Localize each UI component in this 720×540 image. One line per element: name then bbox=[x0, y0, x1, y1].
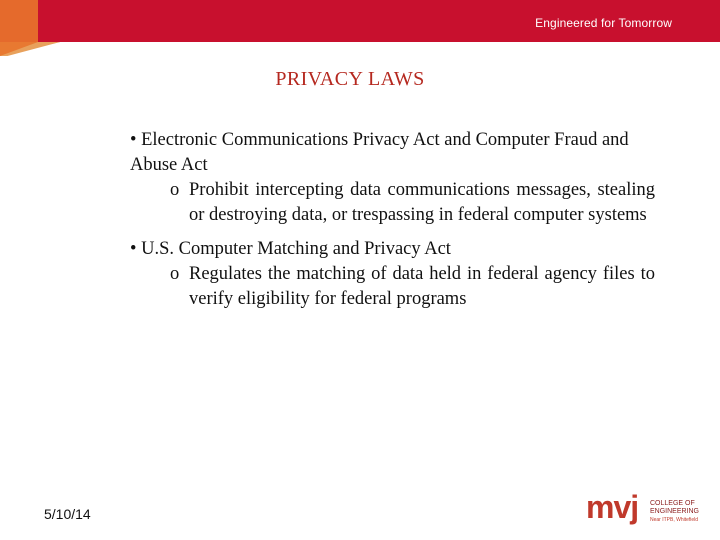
sub-bullet-text: Regulates the matching of data held in federal agency files to verify eligibility for federal programs bbox=[189, 264, 655, 309]
slide-title-text: PRIVACY LAWS bbox=[275, 68, 425, 90]
bullet-text: • U.S. Computer Matching and Privacy Act bbox=[130, 239, 451, 259]
sub-bullet bbox=[170, 178, 655, 228]
slide-title bbox=[0, 68, 720, 91]
sub-bullet-marker: o bbox=[170, 180, 180, 200]
slide-body bbox=[130, 128, 655, 312]
logo-text bbox=[650, 500, 708, 524]
college-logo bbox=[586, 489, 706, 532]
sub-bullet-marker: o bbox=[170, 264, 180, 284]
logo-tagline: Near ITPB, Whitefield bbox=[650, 517, 699, 523]
slide-date: 5/10/14 bbox=[44, 506, 91, 522]
bullet-text: • Electronic Communications Privacy Act and Computer Fraud and Abuse Act bbox=[130, 130, 629, 175]
bullet-item bbox=[130, 237, 655, 312]
logo-brand: mvj bbox=[586, 489, 639, 525]
logo-engineering: ENGINEERING bbox=[650, 508, 700, 515]
logo-college: COLLEGE OF bbox=[650, 500, 695, 507]
sub-bullet bbox=[170, 262, 655, 312]
header-tagline: Engineered for Tomorrow bbox=[535, 16, 672, 30]
logo-mark bbox=[586, 488, 638, 526]
bullet-item bbox=[130, 128, 655, 228]
sub-bullet-text: Prohibit intercepting data communications messages, stealing or destroying data, or trespassing in federal computer systems bbox=[189, 180, 655, 225]
header-band bbox=[0, 0, 720, 56]
